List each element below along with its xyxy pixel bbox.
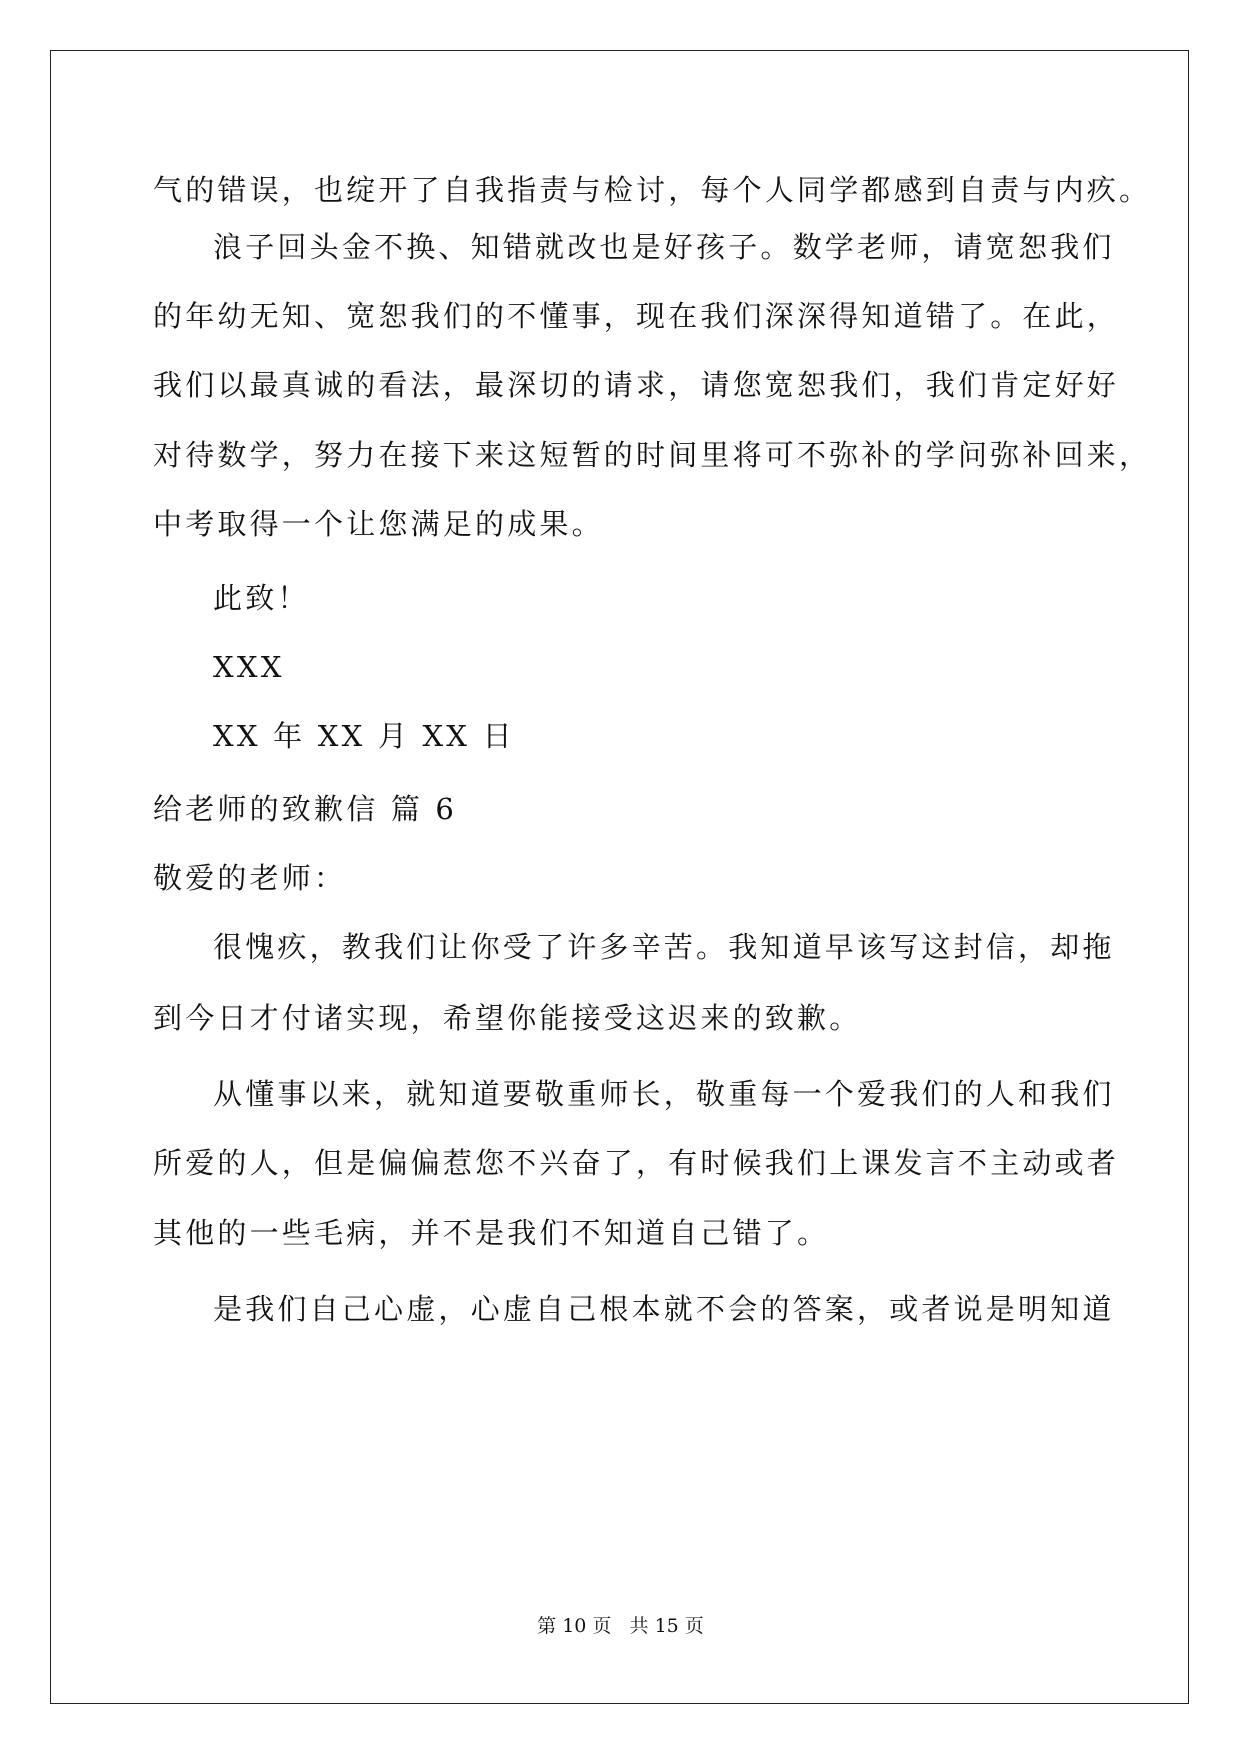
body-line-3: 的年幼无知、宽恕我们的不懂事，现在我们深深得知道错了。在此， (153, 299, 1120, 333)
closing-salutation: 此致！ (213, 581, 310, 615)
body-line-10: 所爱的人，但是偏偏惹您不兴奋了，有时候我们上课发言不主动或者 (153, 1146, 1120, 1180)
section-heading: 给老师的致歉信 篇 6 (153, 792, 458, 826)
body-line-4: 我们以最真诚的看法，最深切的请求，请您宽恕我们，我们肯定好好 (153, 368, 1120, 402)
page-number-footer: 第 10 页 共 15 页 (537, 1615, 704, 1637)
body-line-1: 气的错误，也绽开了自我指责与检讨，每个人同学都感到自责与内疚。 (153, 173, 1152, 207)
signature-name: XXX (213, 650, 285, 684)
signature-date: XX 年 XX 月 XX 日 (213, 719, 515, 753)
body-line-9: 从懂事以来，就知道要敬重师长，敬重每一个爱我们的人和我们 (213, 1077, 1115, 1111)
body-line-11: 其他的一些毛病，并不是我们不知道自己错了。 (153, 1216, 830, 1250)
body-line-7: 很愧疚，教我们让你受了许多辛苦。我知道早该写这封信，却拖 (213, 930, 1115, 964)
body-line-12: 是我们自己心虚，心虚自己根本就不会的答案，或者说是明知道 (213, 1292, 1115, 1326)
body-line-2: 浪子回头金不换、知错就改也是好孩子。数学老师，请宽恕我们 (213, 230, 1115, 264)
letter-greeting: 敬爱的老师： (153, 861, 347, 895)
body-line-8: 到今日才付诸实现，希望你能接受这迟来的致歉。 (153, 1001, 862, 1035)
body-line-6: 中考取得一个让您满足的成果。 (153, 507, 604, 541)
body-line-5: 对待数学，努力在接下来这短暂的时间里将可不弥补的学问弥补回来， (153, 438, 1152, 472)
